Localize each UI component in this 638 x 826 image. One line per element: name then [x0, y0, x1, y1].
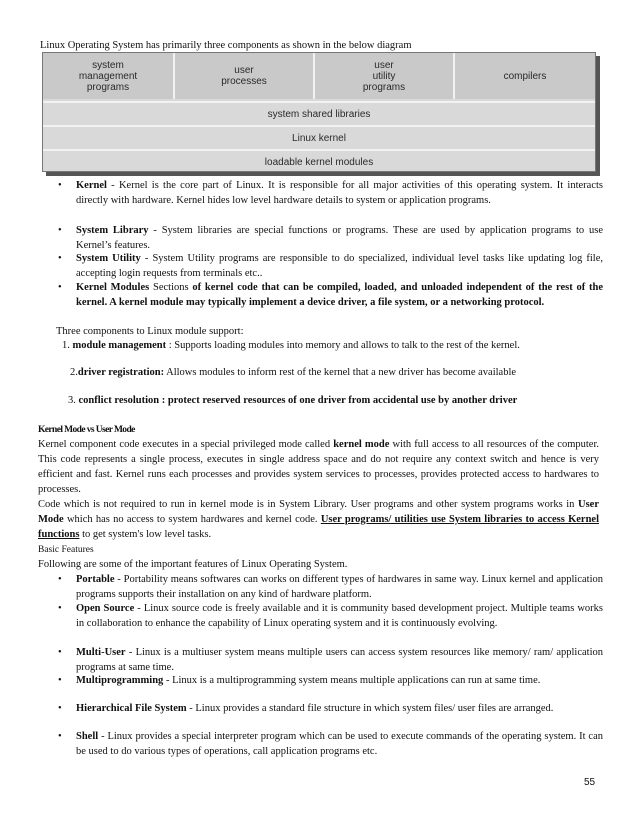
feature-text: Linux source code is freely available and it is community based development project. Multiple teams works in collaboration to enhance the capability of Linux operating system and it is continuously evolving.: [76, 603, 603, 629]
linux-components-diagram: [42, 52, 596, 172]
support-term: conflict resolution : protect reserved resources of one driver from accidental use by another driver: [78, 395, 518, 406]
feature-text: Linux is a multiuser system means multiple users can access system resources like memory/ ram/ application programs at same time.: [76, 647, 604, 673]
support-num: 3.: [68, 395, 76, 406]
diagram-cell-label: compilers: [503, 70, 547, 82]
page-number: 55: [584, 777, 596, 788]
modes-p2-underlined: User programs/ utilities use System libraries to access Kernel functions: [38, 514, 600, 540]
diagram-row-linux-kernel: Linux kernel: [43, 125, 595, 149]
modes-p1-term: kernel mode: [333, 439, 390, 450]
support-text: Allows modules to inform rest of the kernel that a new driver has become available: [164, 367, 517, 378]
list-item: [58, 729, 603, 759]
list-item: [58, 701, 603, 716]
support-term: module management: [72, 340, 167, 351]
component-text: of kernel code that can be compiled, loaded, and unloaded independent of the rest of the kernel. A kernel module may typically implement a device driver, a file system, or a networking protocol.: [76, 282, 603, 308]
features-heading: Basic Features: [38, 545, 94, 555]
modes-p2-term: User Mode: [38, 499, 600, 525]
component-text: System Utility programs are responsible to do specialized, individual level tasks like updating log file, accepting login requests from terminals etc..: [76, 253, 603, 279]
feature-term: Portable: [76, 574, 115, 585]
feature-term: Shell: [76, 731, 99, 742]
separator: -: [106, 180, 119, 191]
support-term: driver registration:: [77, 367, 165, 378]
list-item: [58, 572, 603, 602]
bullet-icon: •: [58, 253, 62, 264]
bullet-icon: •: [58, 703, 62, 714]
separator: -: [125, 647, 136, 658]
separator: -: [140, 253, 153, 264]
diagram-row-kernel-modules: loadable kernel modules: [43, 149, 595, 173]
modes-p1-text-a: Kernel component code executes in a special privileged mode called: [38, 439, 331, 450]
bullet-icon: •: [58, 225, 62, 236]
component-text: System libraries are special functions or programs. These are used by application programs to use Kernel’s features.: [76, 225, 603, 251]
feature-term: Multi-User: [76, 647, 126, 658]
bullet-icon: •: [58, 180, 62, 191]
feature-text: Linux provides a standard file structure in which system files/ user files are arranged.: [195, 703, 554, 714]
support-text: : Supports loading modules into memory and allows to talk to the rest of the kernel.: [166, 340, 520, 351]
features-intro: Following are some of the important features of Linux Operating System.: [38, 559, 348, 570]
diagram-cell-user-utility: [315, 53, 455, 99]
feature-term: Hierarchical File System: [76, 703, 187, 714]
modes-p2-text-c: to get system's low level tasks.: [82, 529, 212, 540]
diagram-row-shared-libraries: system shared libraries: [43, 101, 595, 125]
feature-term: Multiprogramming: [76, 675, 164, 686]
component-term: Kernel: [76, 180, 107, 191]
bullet-icon: •: [58, 282, 62, 293]
diagram-cell-user-processes: [175, 53, 315, 99]
support-item: [56, 393, 576, 408]
separator: Sections: [149, 282, 193, 293]
separator: -: [163, 675, 173, 686]
modes-p2-text-b: which has no access to system hardwares and kernel code.: [66, 514, 318, 525]
list-item: [58, 280, 603, 310]
bullet-icon: •: [58, 647, 62, 658]
support-num: 2.: [70, 367, 78, 378]
diagram-top-row: [43, 53, 595, 99]
list-item: [58, 645, 603, 675]
modes-heading: Kernel Mode vs User Mode: [38, 425, 135, 435]
separator: -: [148, 225, 162, 236]
support-num: 1.: [62, 340, 70, 351]
feature-text: Linux is a multiprogramming system means multiple applications can run at same time.: [172, 675, 541, 686]
diagram-cell-system-management: [43, 53, 175, 99]
feature-text: Portability means softwares can works on different types of hardwares in same way. Linux kernel and application programs supports their installation on any kind of hardware platform.: [76, 574, 603, 600]
component-term: Kernel Modules: [76, 282, 150, 293]
separator: -: [114, 574, 124, 585]
bullet-icon: •: [58, 603, 62, 614]
separator: -: [98, 731, 108, 742]
bullet-icon: •: [58, 731, 62, 742]
diagram-cell-label: user processes: [221, 65, 267, 87]
diagram-cell-label: system management programs: [78, 59, 138, 93]
list-item: [58, 223, 603, 253]
support-heading: Three components to Linux module support:: [56, 326, 244, 337]
bullet-icon: •: [58, 675, 62, 686]
feature-term: Open Source: [76, 603, 135, 614]
diagram-cell-compilers: [455, 53, 595, 99]
support-item: [56, 338, 576, 353]
diagram-cell-label: user utility programs: [362, 59, 406, 93]
support-item: [56, 365, 576, 380]
modes-paragraph-1: [38, 437, 599, 497]
list-item: [58, 178, 603, 208]
component-text: Kernel is the core part of Linux. It is responsible for all major activities of this operating system. It interacts directly with hardware. Kernel hides low level hardware details to system or application programs.: [76, 180, 604, 206]
separator: -: [134, 603, 144, 614]
modes-p2-text-a: Code which is not required to run in kernel mode is in System Library. User programs and other system programs works in: [38, 499, 575, 510]
list-item: [58, 251, 603, 281]
modes-paragraph-2: [38, 497, 599, 542]
modes-p1-text-b: with full access to all resources of the computer. This code represents a single process, executes in single address space and do not require any context switch and hence is very efficient and fast. Kernel runs each processes and provides system services to processes, provides protected access to hardwares to processes.: [38, 439, 599, 495]
separator: -: [186, 703, 196, 714]
component-term: System Utility: [76, 253, 141, 264]
bullet-icon: •: [58, 574, 62, 585]
component-term: System Library: [76, 225, 149, 236]
feature-text: Linux provides a special interpreter program which can be used to execute commands of the operating system. It can be used to do various types of operations, call application programs etc.: [76, 731, 603, 757]
list-item: [58, 673, 603, 688]
intro-line: Linux Operating System has primarily three components as shown in the below diagram: [40, 40, 412, 51]
list-item: [58, 601, 603, 631]
